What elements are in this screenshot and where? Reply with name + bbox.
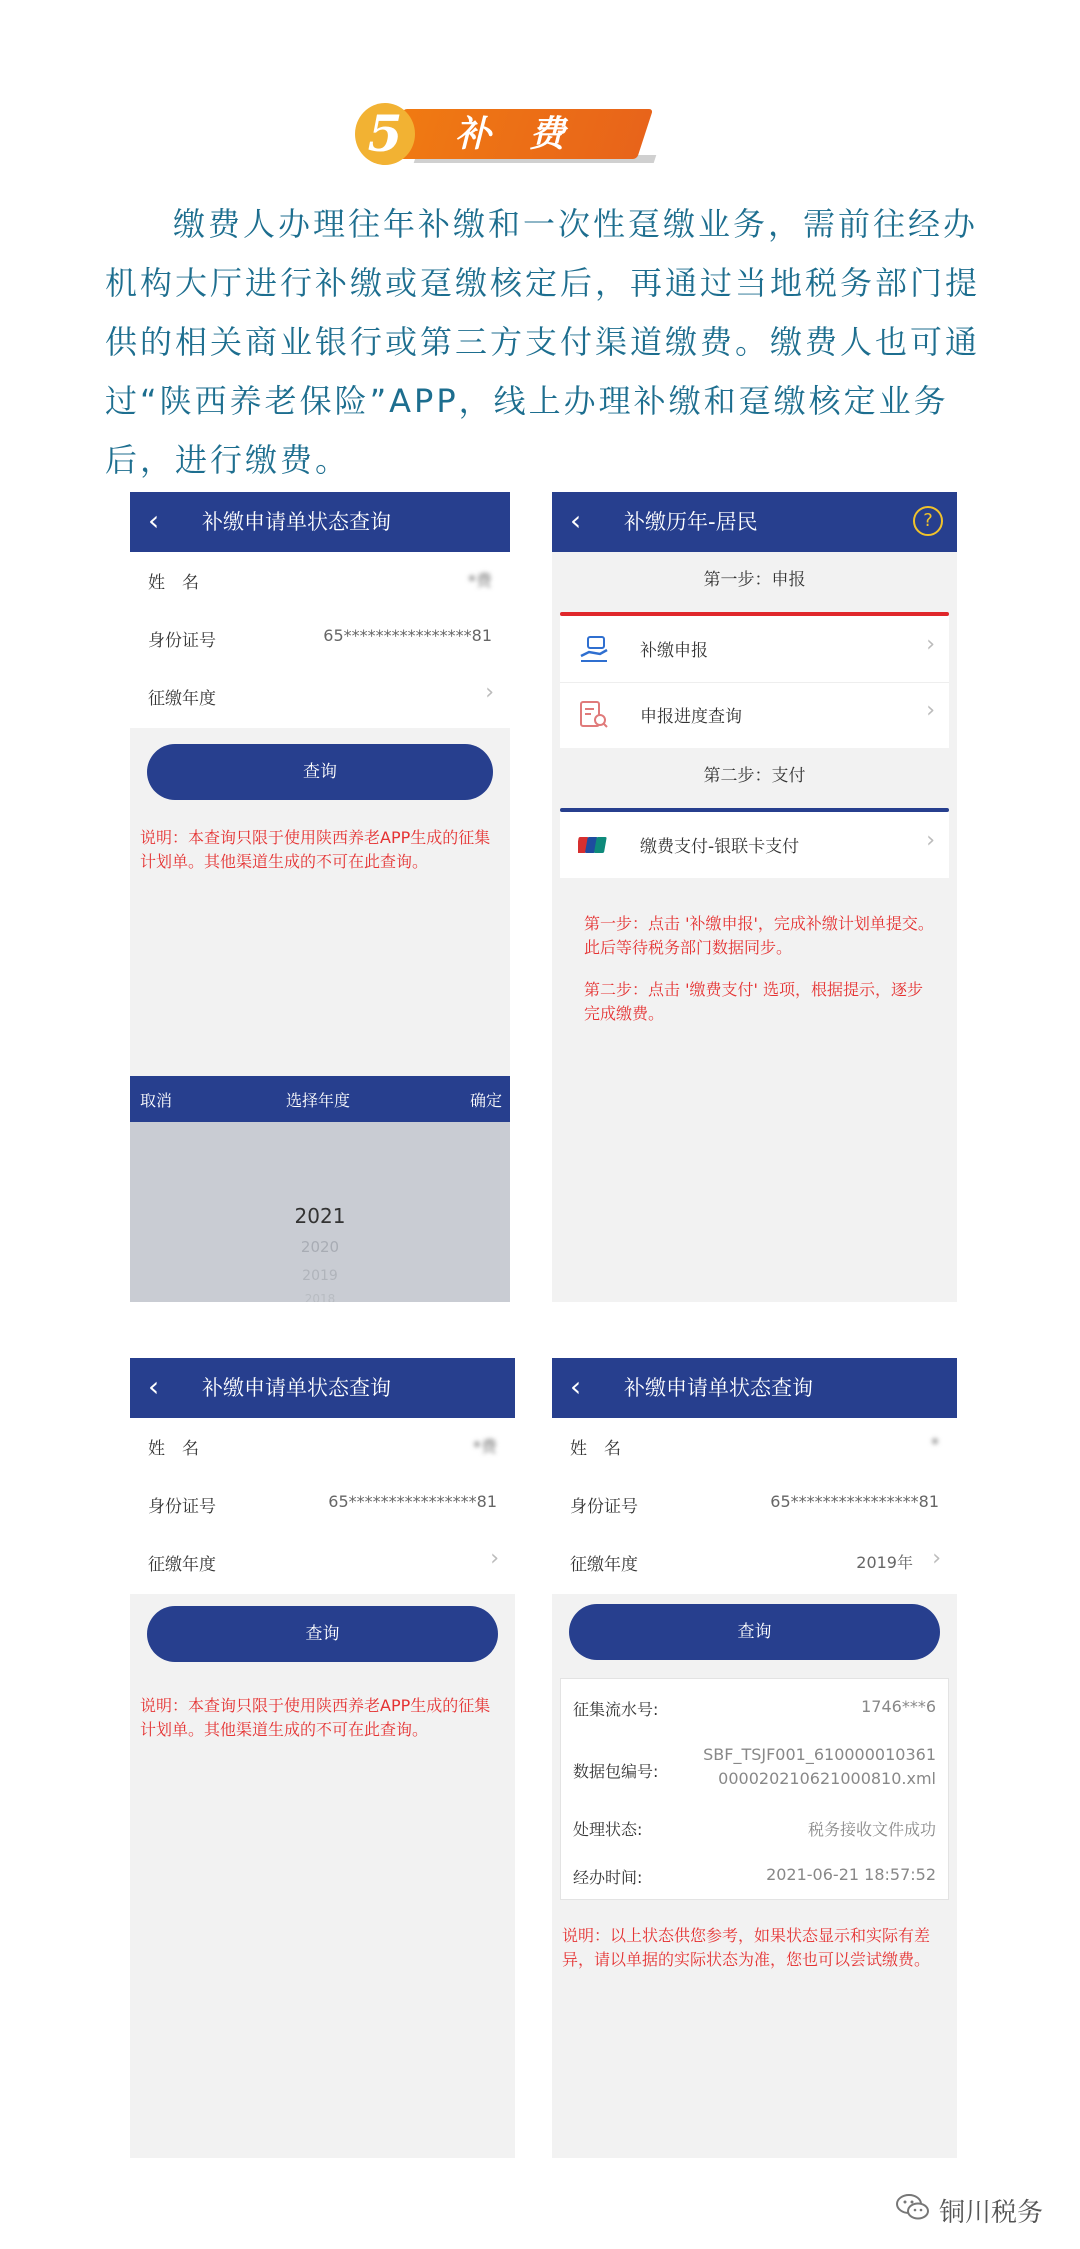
section-number: 5 bbox=[355, 103, 415, 165]
step2-menu bbox=[560, 812, 949, 878]
year-label: 征缴年度 bbox=[148, 1555, 216, 1575]
year-label: 征缴年度 bbox=[148, 689, 216, 709]
package-label: 数据包编号: bbox=[573, 1762, 659, 1781]
page-title: 补缴申请单状态查询 bbox=[624, 1376, 813, 1400]
name-row bbox=[130, 552, 510, 610]
chevron-right-icon: › bbox=[485, 680, 494, 705]
id-label: 身份证号 bbox=[570, 1497, 638, 1517]
picker-title: 选择年度 bbox=[286, 1091, 351, 1110]
section-badge bbox=[355, 103, 655, 167]
status-label: 处理状态: bbox=[573, 1820, 643, 1839]
query-form bbox=[552, 1418, 957, 1594]
wechat-account-logo bbox=[895, 2188, 1065, 2228]
app-header bbox=[552, 492, 957, 552]
picker-cancel-button[interactable]: 取消 bbox=[140, 1091, 173, 1110]
menu-label: 申报进度查询 bbox=[640, 707, 742, 727]
name-value: * bbox=[931, 1434, 939, 1453]
back-icon[interactable]: ‹ bbox=[570, 1370, 582, 1403]
name-row bbox=[552, 1418, 957, 1476]
name-label: 姓 名 bbox=[148, 573, 199, 593]
account-name: 铜川税务 bbox=[939, 2198, 1044, 2228]
name-value: *费 bbox=[472, 1437, 497, 1456]
screen-back-payment-resident bbox=[552, 492, 957, 1302]
year-picker-wheel[interactable] bbox=[130, 1122, 510, 1302]
query-form bbox=[130, 1418, 515, 1594]
year-picker-bar bbox=[130, 1076, 510, 1122]
back-icon[interactable]: ‹ bbox=[148, 1370, 160, 1403]
page-title: 补缴历年-居民 bbox=[624, 510, 758, 534]
query-button[interactable]: 查询 bbox=[147, 1606, 498, 1662]
chevron-right-icon: › bbox=[490, 1546, 499, 1571]
id-value: 65****************81 bbox=[770, 1492, 939, 1511]
name-label: 姓 名 bbox=[570, 1439, 621, 1459]
result-note: 说明：以上状态供您参考，如果状态显示和实际有差异，请以单据的实际状态为准，您也可以尝试缴费。 bbox=[562, 1926, 931, 1969]
id-row bbox=[130, 1476, 515, 1534]
app-header bbox=[552, 1358, 957, 1418]
serial-value: 1746***6 bbox=[861, 1697, 936, 1716]
document-search-icon bbox=[578, 700, 610, 730]
chevron-right-icon: › bbox=[926, 828, 935, 853]
app-header bbox=[130, 1358, 515, 1418]
step1-heading: 第一步：申报 bbox=[552, 552, 957, 612]
id-row bbox=[130, 610, 510, 668]
query-button[interactable]: 查询 bbox=[147, 744, 493, 800]
year-label: 征缴年度 bbox=[570, 1555, 638, 1575]
screen-status-query-empty bbox=[130, 1358, 515, 2158]
package-value-line2: 000020210621000810.xml bbox=[718, 1769, 936, 1788]
year-row[interactable] bbox=[130, 1534, 515, 1592]
year-value: 2019年 bbox=[856, 1553, 913, 1572]
step1-menu bbox=[560, 616, 949, 748]
menu-item-unionpay-payment[interactable] bbox=[560, 812, 949, 878]
picker-year-option[interactable]: 2018 bbox=[304, 1292, 336, 1302]
picker-year-option[interactable]: 2019 bbox=[302, 1268, 338, 1284]
picker-confirm-button[interactable]: 确定 bbox=[469, 1091, 502, 1110]
step2-note: 第二步：点击 '缴费支付' 选项，根据提示，逐步完成缴费。 bbox=[584, 980, 923, 1023]
screen-status-query-result bbox=[552, 1358, 957, 2158]
app-header bbox=[130, 492, 510, 552]
picker-year-selected[interactable]: 2021 bbox=[294, 1204, 346, 1228]
menu-item-back-payment-declare[interactable] bbox=[560, 616, 949, 683]
menu-label: 缴费支付-银联卡支付 bbox=[640, 837, 800, 857]
help-icon[interactable]: ? bbox=[913, 506, 943, 536]
query-note: 说明：本查询只限于使用陕西养老APP生成的征集计划单。其他渠道生成的不可在此查询。 bbox=[140, 828, 491, 871]
name-row bbox=[130, 1418, 515, 1476]
status-value: 税务接收文件成功 bbox=[807, 1820, 936, 1839]
name-value: *费 bbox=[467, 571, 492, 590]
unionpay-icon bbox=[578, 830, 610, 860]
query-button[interactable]: 查询 bbox=[569, 1604, 940, 1660]
time-label: 经办时间: bbox=[573, 1868, 643, 1887]
step2-heading: 第二步：支付 bbox=[552, 748, 957, 808]
wechat-icon bbox=[895, 2192, 931, 2222]
back-icon[interactable]: ‹ bbox=[570, 504, 582, 537]
page-title: 补缴申请单状态查询 bbox=[202, 510, 391, 534]
id-label: 身份证号 bbox=[148, 1497, 216, 1517]
menu-item-progress-query[interactable] bbox=[560, 682, 949, 748]
hand-card-icon bbox=[578, 634, 610, 664]
page-title: 补缴申请单状态查询 bbox=[202, 1376, 391, 1400]
picker-year-option[interactable]: 2020 bbox=[300, 1238, 340, 1256]
id-row bbox=[552, 1476, 957, 1534]
name-label: 姓 名 bbox=[148, 1439, 199, 1459]
serial-label: 征集流水号: bbox=[573, 1700, 659, 1719]
id-value: 65****************81 bbox=[323, 626, 492, 645]
time-value: 2021-06-21 18:57:52 bbox=[766, 1865, 936, 1884]
screen-status-query-picker bbox=[130, 492, 510, 1302]
result-card bbox=[560, 1678, 949, 1900]
chevron-right-icon: › bbox=[926, 698, 935, 723]
chevron-right-icon: › bbox=[926, 632, 935, 657]
year-row[interactable] bbox=[130, 668, 510, 726]
id-label: 身份证号 bbox=[148, 631, 216, 651]
id-value: 65****************81 bbox=[328, 1492, 497, 1511]
step1-note: 第一步：点击 '补缴申报'，完成补缴计划单提交。此后等待税务部门数据同步。 bbox=[584, 914, 934, 957]
chevron-right-icon: › bbox=[932, 1546, 941, 1571]
menu-label: 补缴申报 bbox=[640, 641, 708, 661]
section-title: 补费 bbox=[455, 113, 604, 155]
query-form bbox=[130, 552, 510, 728]
intro-paragraph: 缴费人办理往年补缴和一次性趸缴业务，需前往经办机构大厅进行补缴或趸缴核定后，再通过当地税务部门提供的相关商业银行或第三方支付渠道缴费。缴费人也可通过“陕西养老保险”APP，线上办理补缴和趸缴核定业务后，进行缴费。 bbox=[105, 205, 981, 479]
query-note: 说明：本查询只限于使用陕西养老APP生成的征集计划单。其他渠道生成的不可在此查询。 bbox=[140, 1696, 491, 1739]
year-row[interactable] bbox=[552, 1534, 957, 1592]
package-value-line1: SBF_TSJF001_610000010361 bbox=[703, 1745, 936, 1764]
back-icon[interactable]: ‹ bbox=[148, 504, 160, 537]
